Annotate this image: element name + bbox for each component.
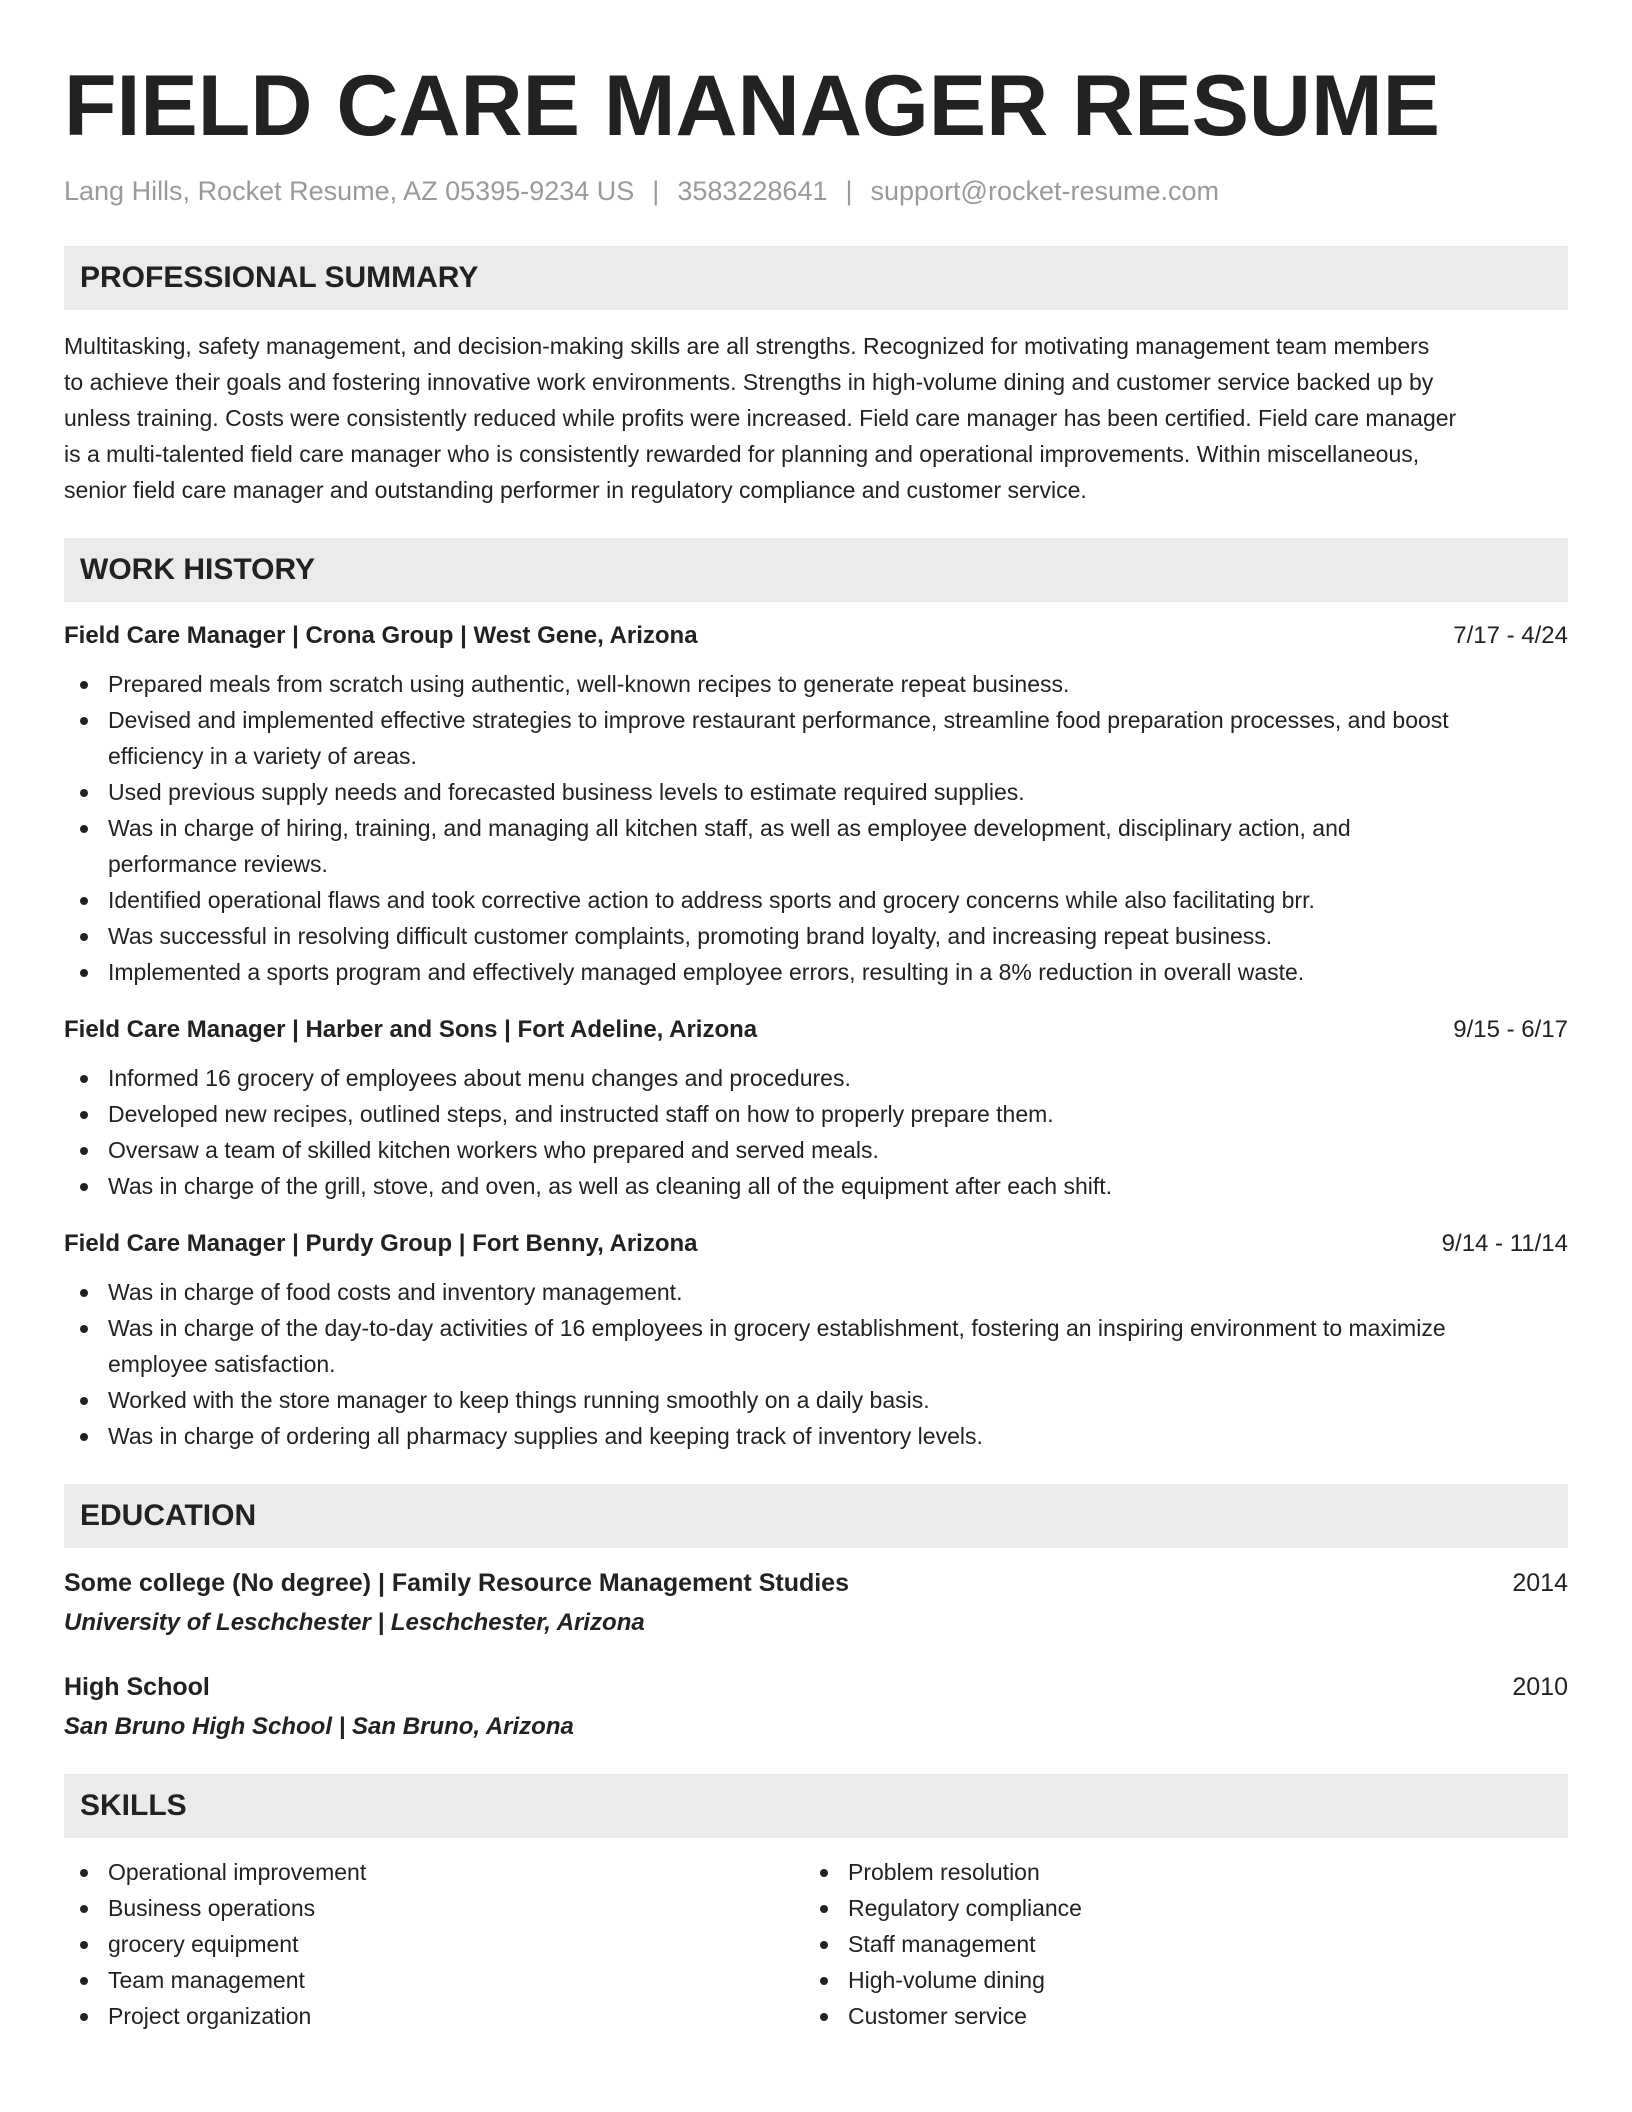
job-bullet: Used previous supply needs and forecasted business levels to estimate required supplies. [64,774,1568,810]
job-bullets [64,666,1568,990]
contact-phone: 3583228641 [677,176,828,206]
job-title: Field Care Manager | Harber and Sons | Fort Adeline, Arizona [64,1016,758,1043]
skill-item: Business operations [64,1890,804,1926]
education-header [64,1670,1568,1704]
education-school: University of Leschchester | Leschchester, Arizona [64,1609,645,1636]
education-degree: High School [64,1673,210,1701]
summary-line: Multitasking, safety management, and decision-making skills are all strengths. Recognized for motivating management team members [64,333,1430,359]
job-bullet: Was in charge of ordering all pharmacy supplies and keeping track of inventory levels. [64,1418,1568,1454]
job-header [64,1014,1568,1046]
job-entry [64,620,1568,990]
contact-email: support@rocket-resume.com [870,176,1220,206]
job-entry [64,1014,1568,1204]
summary-line: unless training. Costs were consistently reduced while profits were increased. Field care manager has been certified. Field care manager [64,405,1457,431]
skills-columns [64,1854,1568,2034]
section-heading-summary: PROFESSIONAL SUMMARY [64,246,1568,310]
education-school: San Bruno High School | San Bruno, Arizona [64,1713,574,1740]
job-bullet: Was in charge of the day-to-day activities of 16 employees in grocery establishment, fostering an inspiring environment to maximize employee satisfaction. [64,1310,1568,1382]
skill-item: Regulatory compliance [804,1890,1544,1926]
skill-item: High-volume dining [804,1962,1544,1998]
job-bullets [64,1274,1568,1454]
job-header [64,620,1568,652]
job-bullet: Worked with the store manager to keep things running smoothly on a daily basis. [64,1382,1568,1418]
education-entry [64,1566,1568,1640]
job-bullet: Was in charge of hiring, training, and managing all kitchen staff, as well as employee development, disciplinary action, and performance reviews. [64,810,1568,882]
resume-title: FIELD CARE MANAGER RESUME [64,58,1441,154]
job-bullet: Informed 16 grocery of employees about menu changes and procedures. [64,1060,1568,1096]
skill-item: Customer service [804,1998,1544,2034]
job-bullets [64,1060,1568,1204]
job-bullet: Oversaw a team of skilled kitchen workers who prepared and served meals. [64,1132,1568,1168]
job-bullet: Prepared meals from scratch using authentic, well-known recipes to generate repeat business. [64,666,1568,702]
education-header [64,1566,1568,1600]
skill-item: Problem resolution [804,1854,1544,1890]
skill-item: Staff management [804,1926,1544,1962]
job-bullet: Devised and implemented effective strategies to improve restaurant performance, streamline food preparation processes, and boost efficiency in a variety of areas. [64,702,1568,774]
education-degree: Some college (No degree) | Family Resource Management Studies [64,1569,849,1597]
job-dates: 7/17 - 4/24 [1453,622,1568,649]
job-dates: 9/15 - 6/17 [1453,1016,1568,1043]
summary-line: is a multi-talented field care manager who is consistently rewarded for planning and operational improvements. Within miscellaneous, [64,441,1420,467]
skill-item: Operational improvement [64,1854,804,1890]
job-bullet: Developed new recipes, outlined steps, and instructed staff on how to properly prepare them. [64,1096,1568,1132]
summary-line: senior field care manager and outstanding performer in regulatory compliance and customer service. [64,477,1087,503]
skill-item: Team management [64,1962,804,1998]
job-title: Field Care Manager | Purdy Group | Fort Benny, Arizona [64,1230,698,1257]
contact-line [64,174,1568,208]
education-entry [64,1670,1568,1744]
summary-text [64,328,1568,508]
contact-separator: | [652,176,660,206]
job-bullet: Was in charge of food costs and inventory management. [64,1274,1568,1310]
job-bullet: Identified operational flaws and took corrective action to address sports and grocery concerns while also facilitating brr. [64,882,1568,918]
education-year: 2014 [1512,1569,1568,1597]
job-dates: 9/14 - 11/14 [1441,1230,1568,1257]
summary-line: to achieve their goals and fostering innovative work environments. Strengths in high-volume dining and customer service backed up by [64,369,1434,395]
job-title: Field Care Manager | Crona Group | West Gene, Arizona [64,622,698,649]
skill-item: Project organization [64,1998,804,2034]
job-bullet: Implemented a sports program and effectively managed employee errors, resulting in a 8% reduction in overall waste. [64,954,1568,990]
skills-list-right [804,1854,1544,2034]
section-heading-skills: SKILLS [64,1774,1568,1838]
education-year: 2010 [1512,1673,1568,1701]
job-header [64,1228,1568,1260]
contact-separator: | [845,176,853,206]
section-heading-education: EDUCATION [64,1484,1568,1548]
skill-item: grocery equipment [64,1926,804,1962]
contact-address: Lang Hills, Rocket Resume, AZ 05395-9234 US [64,176,635,206]
job-bullet: Was in charge of the grill, stove, and oven, as well as cleaning all of the equipment after each shift. [64,1168,1568,1204]
section-heading-work-history: WORK HISTORY [64,538,1568,602]
skills-list-left [64,1854,804,2034]
job-bullet: Was successful in resolving difficult customer complaints, promoting brand loyalty, and increasing repeat business. [64,918,1568,954]
job-entry [64,1228,1568,1454]
